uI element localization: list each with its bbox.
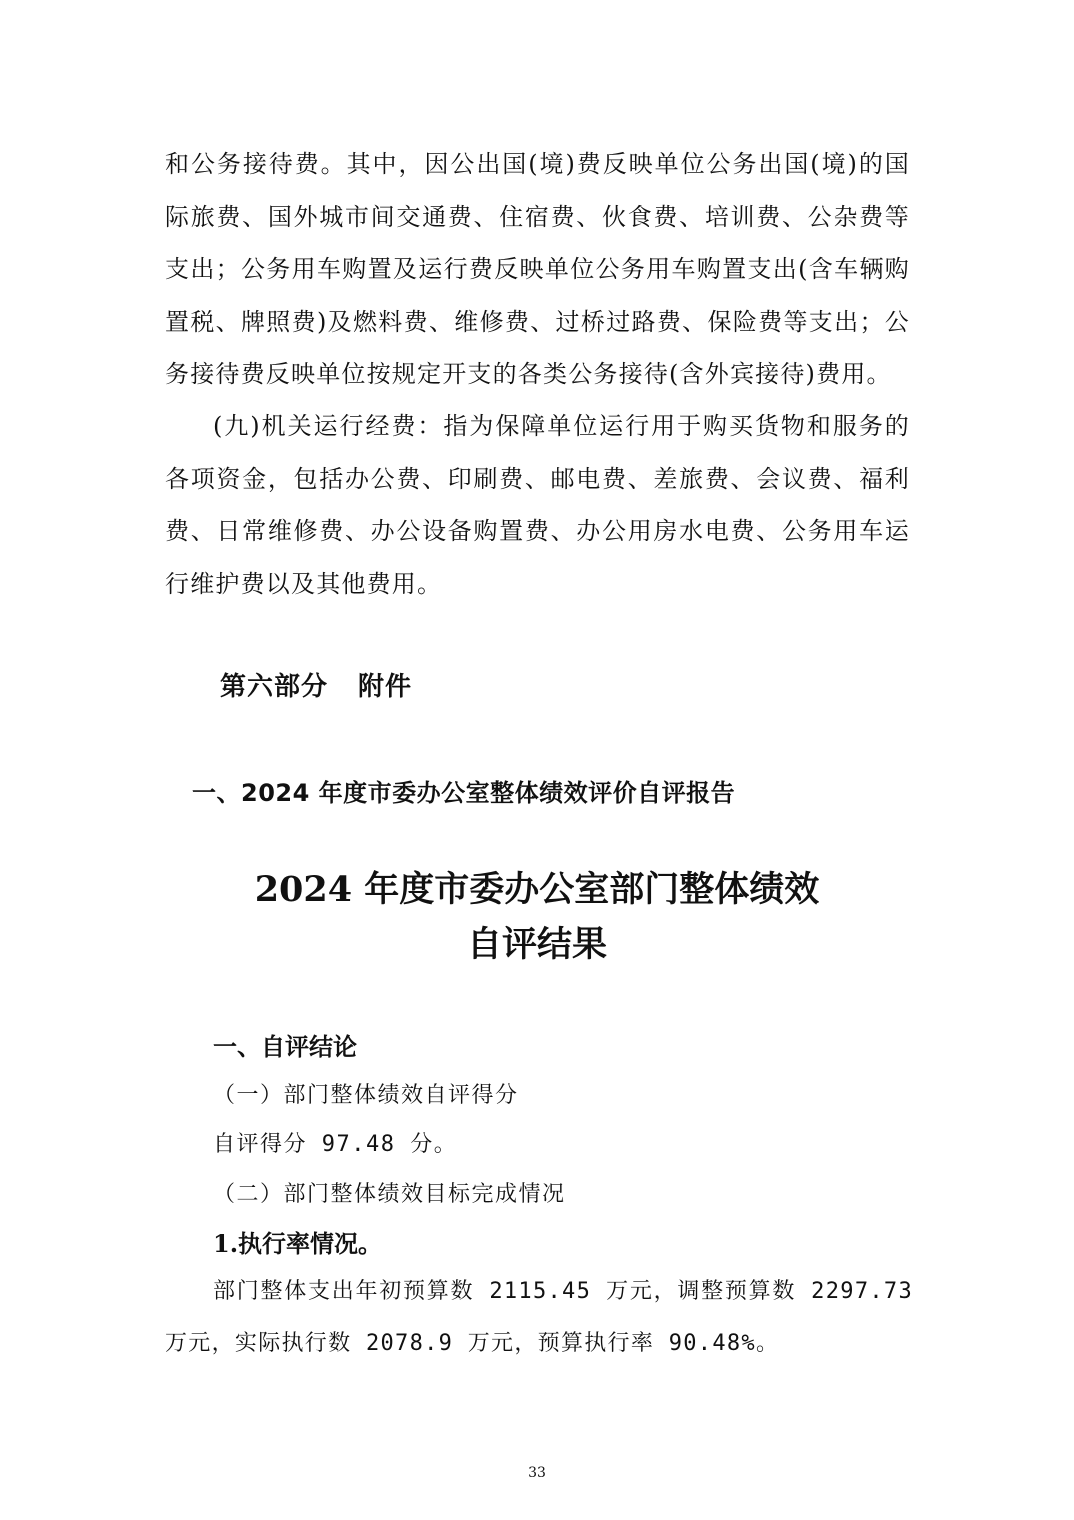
item-heading-execution-rate: 1.执行率情况。 [213, 1229, 383, 1258]
body-paragraph-operating-costs: (九)机关运行经费：指为保障单位运行用于购买货物和服务的各项资金，包括办公费、印刷费、邮电费、差旅费、会议费、福利费、日常维修费、办公设备购置费、办公用房水电费、公务用车运行维护费以及其他费用。 [165, 412, 910, 598]
score-text: 自评得分 97.48 分。 [213, 1132, 458, 1157]
part-heading-label: 附件 [358, 672, 413, 702]
execution-rate-paragraph: 部门整体支出年初预算数 2115.45 万元，调整预算数 2297.73 万元，实际执行数 2078.9 万元，预算执行率 90.48%。 [165, 1279, 913, 1356]
section-heading-conclusion: 一、自评结论 [213, 1033, 357, 1061]
subsection-heading-score: （一）部门整体绩效自评得分 [213, 1083, 519, 1108]
subsection-heading-goals: （二）部门整体绩效目标完成情况 [213, 1182, 566, 1207]
body-paragraph-official-expenses: 和公务接待费。其中，因公出国(境)费反映单位公务出国(境)的国际旅费、国外城市间交通费、住宿费、伙食费、培训费、公杂费等支出；公务用车购置及运行费反映单位公务用车购置支出(含车辆购置税、牌照费)及燃料费、维修费、过桥过路费、保险费等支出；公务接待费反映单位按规定开支的各类公务接待(含外宾接待)费用。 [165, 150, 910, 388]
annex-heading: 一、2024 年度市委办公室整体绩效评价自评报告 [192, 779, 736, 807]
part-heading-number: 第六部分 [220, 672, 329, 702]
part-heading [220, 666, 412, 703]
report-title [0, 862, 1074, 972]
report-title-line-2: 自评结果 [466, 924, 607, 965]
report-title-line-1: 2024 年度市委办公室部门整体绩效 [254, 869, 820, 910]
page-number: 33 [528, 1465, 546, 1481]
